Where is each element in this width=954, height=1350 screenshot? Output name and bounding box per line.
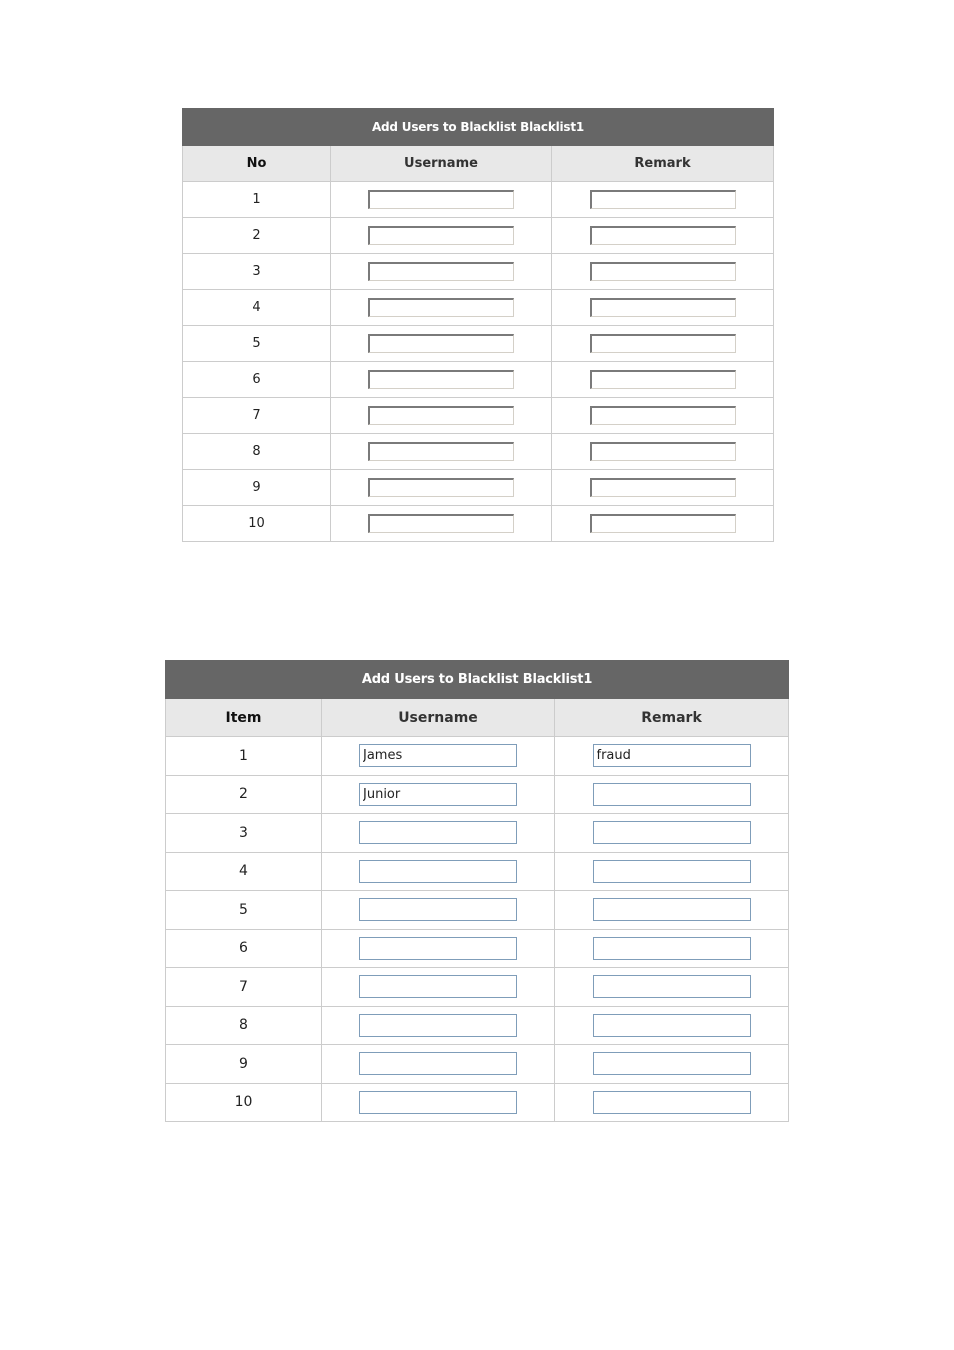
row-number: 1: [166, 737, 322, 776]
username-cell: [331, 218, 552, 254]
remark-cell: [552, 470, 774, 506]
remark-input[interactable]: [593, 898, 751, 921]
table-row: [166, 1083, 789, 1122]
username-cell: [322, 737, 555, 776]
remark-cell: [552, 218, 774, 254]
row-number: 8: [166, 1006, 322, 1045]
remark-input[interactable]: [590, 478, 736, 497]
username-cell: [331, 290, 552, 326]
row-number: 2: [166, 775, 322, 814]
row-number: 9: [166, 1045, 322, 1084]
blacklist-table-filled: [165, 660, 789, 1122]
row-number: 4: [166, 852, 322, 891]
username-input[interactable]: [359, 821, 517, 844]
username-input[interactable]: [368, 190, 514, 209]
remark-cell: [552, 254, 774, 290]
row-number: 6: [166, 929, 322, 968]
table-row: [183, 182, 774, 218]
username-cell: [331, 254, 552, 290]
remark-cell: [555, 1045, 789, 1084]
row-number: 4: [183, 290, 331, 326]
row-number: 1: [183, 182, 331, 218]
remark-input[interactable]: [590, 262, 736, 281]
username-input[interactable]: [359, 860, 517, 883]
row-number: 3: [183, 254, 331, 290]
remark-cell: [552, 434, 774, 470]
remark-input[interactable]: [593, 783, 751, 806]
remark-input[interactable]: [590, 406, 736, 425]
remark-cell: [552, 362, 774, 398]
table-row: [166, 1045, 789, 1084]
username-cell: [331, 362, 552, 398]
remark-cell: [555, 968, 789, 1007]
username-input[interactable]: [359, 1014, 517, 1037]
blacklist-table-classic: [182, 108, 774, 542]
username-input[interactable]: [368, 334, 514, 353]
remark-input[interactable]: [590, 298, 736, 317]
column-header-username: Username: [322, 699, 555, 737]
row-number: 5: [166, 891, 322, 930]
username-cell: [322, 852, 555, 891]
row-number: 2: [183, 218, 331, 254]
remark-input[interactable]: [590, 334, 736, 353]
username-input[interactable]: [368, 262, 514, 281]
table-row: [166, 737, 789, 776]
table-row: [183, 218, 774, 254]
row-number: 10: [183, 506, 331, 542]
username-cell: [322, 1045, 555, 1084]
remark-input[interactable]: [593, 1091, 751, 1114]
username-input[interactable]: [368, 514, 514, 533]
username-input[interactable]: [368, 226, 514, 245]
remark-cell: [555, 1006, 789, 1045]
remark-input[interactable]: [590, 514, 736, 533]
remark-input[interactable]: [593, 1052, 751, 1075]
username-cell: [331, 326, 552, 362]
username-cell: [331, 434, 552, 470]
column-header-remark: Remark: [555, 699, 789, 737]
row-number: 7: [183, 398, 331, 434]
username-input[interactable]: [359, 975, 517, 998]
remark-input[interactable]: [593, 1014, 751, 1037]
username-input[interactable]: [359, 744, 517, 767]
remark-cell: [555, 891, 789, 930]
column-header-item: Item: [166, 699, 322, 737]
username-input[interactable]: [359, 937, 517, 960]
table-row: [166, 929, 789, 968]
remark-cell: [552, 506, 774, 542]
table-row: [166, 814, 789, 853]
remark-input[interactable]: [590, 442, 736, 461]
remark-cell: [552, 182, 774, 218]
username-cell: [322, 775, 555, 814]
column-header-no: No: [183, 146, 331, 182]
table-row: [183, 506, 774, 542]
row-number: 3: [166, 814, 322, 853]
username-input[interactable]: [368, 478, 514, 497]
remark-input[interactable]: [593, 860, 751, 883]
remark-input[interactable]: [590, 190, 736, 209]
username-cell: [322, 814, 555, 853]
table-body: [183, 182, 774, 542]
column-header-remark: Remark: [552, 146, 774, 182]
row-number: 6: [183, 362, 331, 398]
username-cell: [322, 1083, 555, 1122]
remark-input[interactable]: [593, 821, 751, 844]
row-number: 7: [166, 968, 322, 1007]
username-input[interactable]: [359, 1091, 517, 1114]
remark-input[interactable]: [593, 744, 751, 767]
remark-cell: [555, 737, 789, 776]
table-row: [183, 470, 774, 506]
username-cell: [322, 891, 555, 930]
table-row: [166, 891, 789, 930]
username-cell: [322, 1006, 555, 1045]
table-row: [183, 326, 774, 362]
remark-cell: [555, 929, 789, 968]
username-cell: [331, 470, 552, 506]
remark-input[interactable]: [593, 937, 751, 960]
remark-input[interactable]: [593, 975, 751, 998]
remark-cell: [555, 775, 789, 814]
remark-input[interactable]: [590, 370, 736, 389]
remark-cell: [555, 814, 789, 853]
table-row: [183, 254, 774, 290]
username-input[interactable]: [359, 1052, 517, 1075]
table-title: Add Users to Blacklist Blacklist1: [183, 109, 774, 146]
username-input[interactable]: [359, 783, 517, 806]
table-row: [166, 1006, 789, 1045]
table-title: Add Users to Blacklist Blacklist1: [166, 661, 789, 699]
username-cell: [331, 398, 552, 434]
table-row: [166, 968, 789, 1007]
username-cell: [331, 506, 552, 542]
column-header-username: Username: [331, 146, 552, 182]
username-input[interactable]: [368, 298, 514, 317]
username-input[interactable]: [359, 898, 517, 921]
remark-cell: [552, 398, 774, 434]
table-body: [166, 737, 789, 1122]
table-row: [183, 290, 774, 326]
table-row: [166, 852, 789, 891]
username-input[interactable]: [368, 406, 514, 425]
remark-cell: [555, 852, 789, 891]
row-number: 9: [183, 470, 331, 506]
table-row: [183, 362, 774, 398]
username-cell: [322, 968, 555, 1007]
username-input[interactable]: [368, 442, 514, 461]
table-row: [166, 775, 789, 814]
table-row: [183, 434, 774, 470]
username-cell: [331, 182, 552, 218]
row-number: 8: [183, 434, 331, 470]
remark-cell: [555, 1083, 789, 1122]
row-number: 5: [183, 326, 331, 362]
username-cell: [322, 929, 555, 968]
remark-cell: [552, 290, 774, 326]
row-number: 10: [166, 1083, 322, 1122]
username-input[interactable]: [368, 370, 514, 389]
remark-cell: [552, 326, 774, 362]
table-row: [183, 398, 774, 434]
remark-input[interactable]: [590, 226, 736, 245]
